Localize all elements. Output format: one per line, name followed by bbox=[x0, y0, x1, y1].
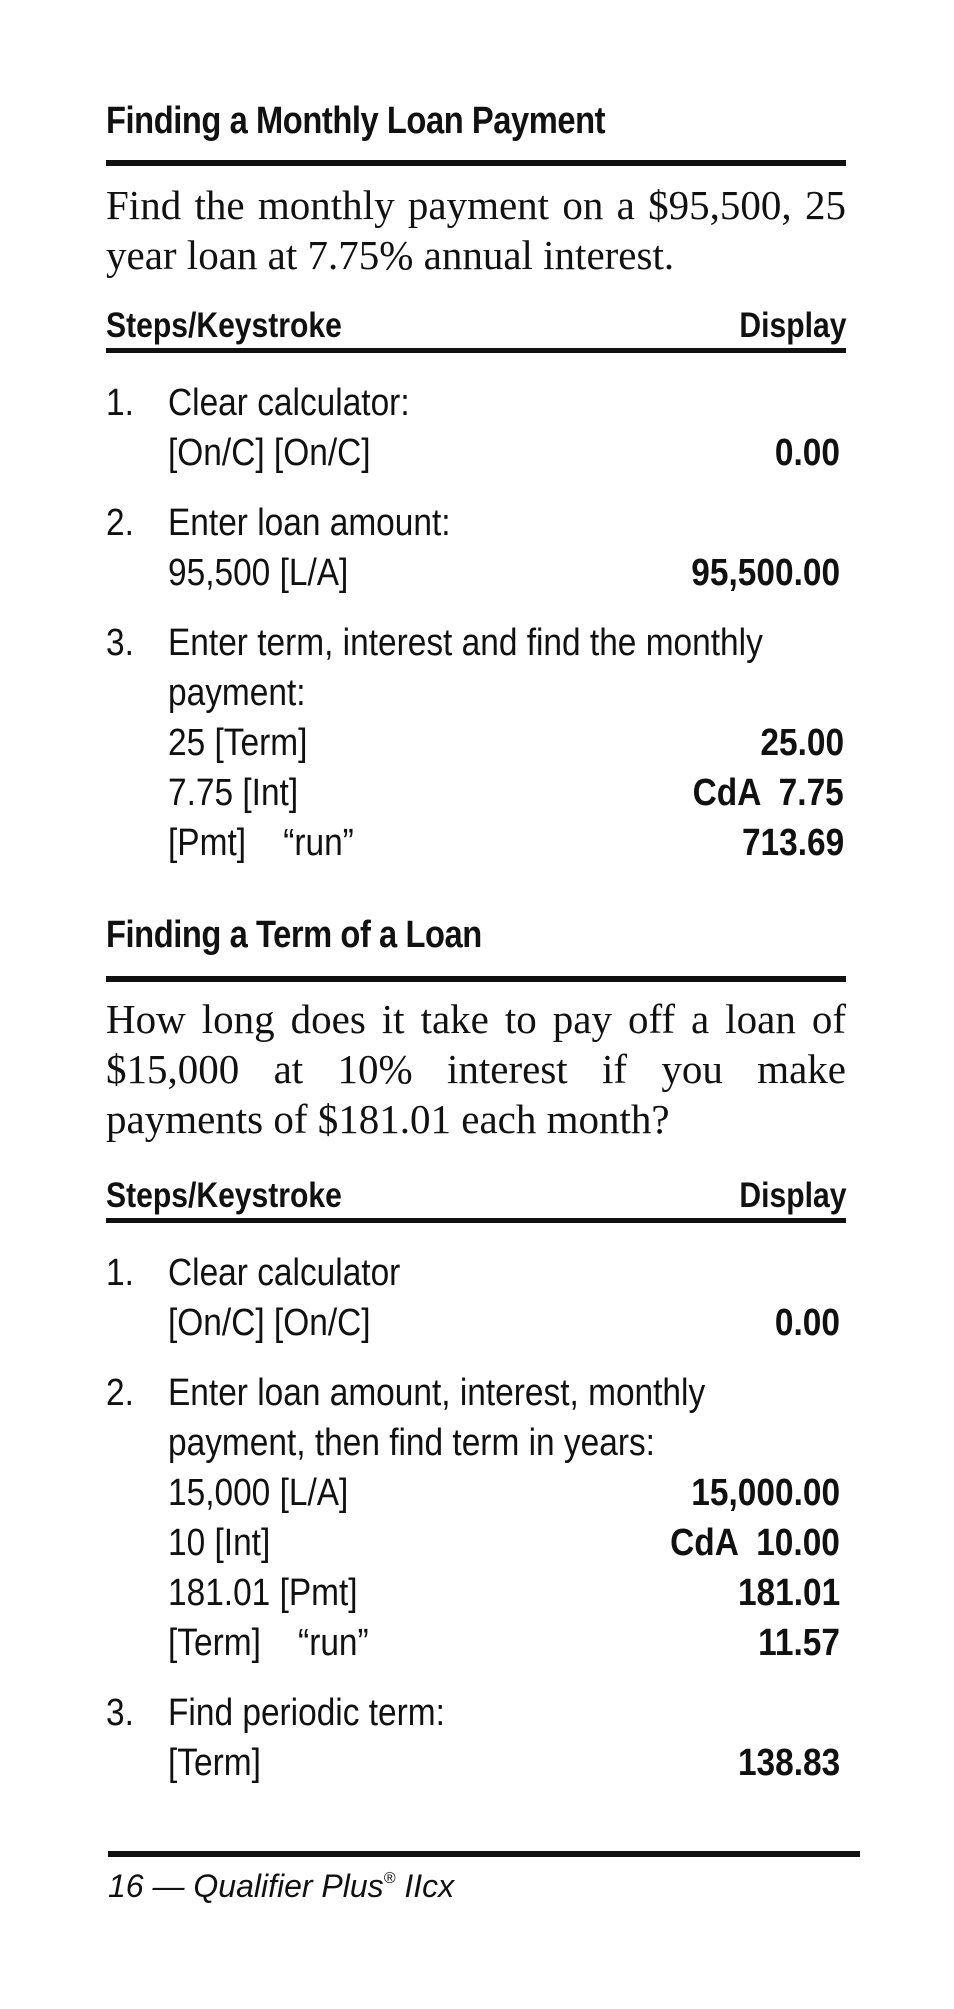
keystroke-line bbox=[168, 548, 840, 598]
step-body bbox=[168, 1248, 840, 1348]
steps-header-label: Steps/Keystroke bbox=[106, 306, 342, 345]
display-value: CdA 7.75 bbox=[692, 772, 844, 814]
step-body bbox=[168, 498, 840, 598]
display-value: 25.00 bbox=[760, 722, 844, 764]
page-footer bbox=[108, 1868, 454, 1905]
keystroke-text: 10 [Int] bbox=[168, 1522, 271, 1564]
keystroke-line bbox=[168, 768, 844, 818]
intro-text: How long does it take to pay off a loan of $15,000 at 10% interest if you make payments of $181.01 each month? bbox=[106, 996, 846, 1142]
title-rule bbox=[106, 976, 846, 982]
step-description: payment: bbox=[168, 672, 306, 714]
keystroke-line bbox=[168, 1298, 840, 1348]
display-header-label: Display bbox=[738, 1176, 846, 1215]
keystroke-text: 25 [Term] bbox=[168, 722, 308, 764]
keystroke-text: 7.75 [Int] bbox=[168, 772, 299, 814]
steps-list bbox=[106, 1248, 840, 1808]
keystroke-line bbox=[168, 818, 844, 868]
step-body bbox=[168, 378, 840, 478]
step-description: Enter loan amount, interest, monthly bbox=[168, 1372, 706, 1414]
display-value: 0.00 bbox=[774, 432, 840, 474]
step-number: 1. bbox=[106, 1252, 134, 1294]
steps-header bbox=[106, 306, 846, 353]
registered-mark: ® bbox=[383, 1870, 396, 1887]
keystroke-text: [Term] bbox=[168, 1742, 261, 1784]
keystroke-line bbox=[168, 1738, 840, 1788]
footer-rule bbox=[108, 1851, 860, 1857]
intro-text: Find the monthly payment on a $95,500, 25 year loan at 7.75% annual interest. bbox=[106, 182, 846, 278]
display-value: 11.57 bbox=[758, 1622, 840, 1664]
product-name: Qualifier Plus bbox=[193, 1868, 384, 1904]
step-description: Enter loan amount: bbox=[168, 502, 451, 544]
step-item bbox=[106, 498, 840, 598]
title-rule bbox=[106, 160, 846, 166]
keystroke-line bbox=[168, 1568, 840, 1618]
keystroke-text: 15,000 [L/A] bbox=[168, 1472, 349, 1514]
step-description: Enter term, interest and find the monthly bbox=[168, 622, 763, 664]
steps-header-label: Steps/Keystroke bbox=[106, 1176, 342, 1215]
step-description: payment, then find term in years: bbox=[168, 1422, 655, 1464]
display-value: 713.69 bbox=[741, 822, 844, 864]
step-body bbox=[168, 1688, 840, 1788]
step-body bbox=[168, 618, 844, 868]
keystroke-line bbox=[168, 428, 840, 478]
step-item bbox=[106, 1248, 840, 1348]
step-number: 2. bbox=[106, 502, 134, 544]
step-number: 3. bbox=[106, 622, 134, 664]
display-value: 0.00 bbox=[774, 1302, 840, 1344]
keystroke-line bbox=[168, 718, 844, 768]
footer-dash: — bbox=[152, 1868, 185, 1904]
keystroke-text: 95,500 [L/A] bbox=[168, 552, 349, 594]
keystroke-text: [Pmt] “run” bbox=[168, 822, 354, 864]
keystroke-line bbox=[168, 1518, 840, 1568]
keystroke-text: [On/C] [On/C] bbox=[168, 1302, 371, 1344]
step-number: 2. bbox=[106, 1372, 134, 1414]
keystroke-text: 181.01 [Pmt] bbox=[168, 1572, 358, 1614]
display-value: 181.01 bbox=[737, 1572, 840, 1614]
step-number: 3. bbox=[106, 1692, 134, 1734]
step-item bbox=[106, 378, 840, 478]
step-item bbox=[106, 1368, 840, 1668]
step-item bbox=[106, 1688, 840, 1788]
display-value: 95,500.00 bbox=[691, 552, 840, 594]
display-value: CdA 10.00 bbox=[670, 1522, 840, 1564]
product-model: IIcx bbox=[404, 1868, 455, 1904]
keystroke-line bbox=[168, 1468, 840, 1518]
keystroke-text: [Term] “run” bbox=[168, 1622, 369, 1664]
steps-header bbox=[106, 1176, 846, 1223]
section-title-loan-term: Finding a Term of a Loan bbox=[106, 914, 482, 956]
display-header-label: Display bbox=[738, 306, 846, 345]
step-body bbox=[168, 1368, 840, 1668]
step-number: 1. bbox=[106, 382, 134, 424]
step-description: Clear calculator: bbox=[168, 382, 410, 424]
step-item bbox=[106, 618, 844, 868]
display-value: 15,000.00 bbox=[691, 1472, 840, 1514]
keystroke-text: [On/C] [On/C] bbox=[168, 432, 371, 474]
step-description: Clear calculator bbox=[168, 1252, 401, 1294]
section-title-monthly-payment: Finding a Monthly Loan Payment bbox=[106, 100, 606, 142]
step-description: Find periodic term: bbox=[168, 1692, 445, 1734]
page-number: 16 bbox=[108, 1868, 144, 1904]
keystroke-line bbox=[168, 1618, 840, 1668]
steps-list bbox=[106, 378, 844, 888]
display-value: 138.83 bbox=[737, 1742, 840, 1784]
